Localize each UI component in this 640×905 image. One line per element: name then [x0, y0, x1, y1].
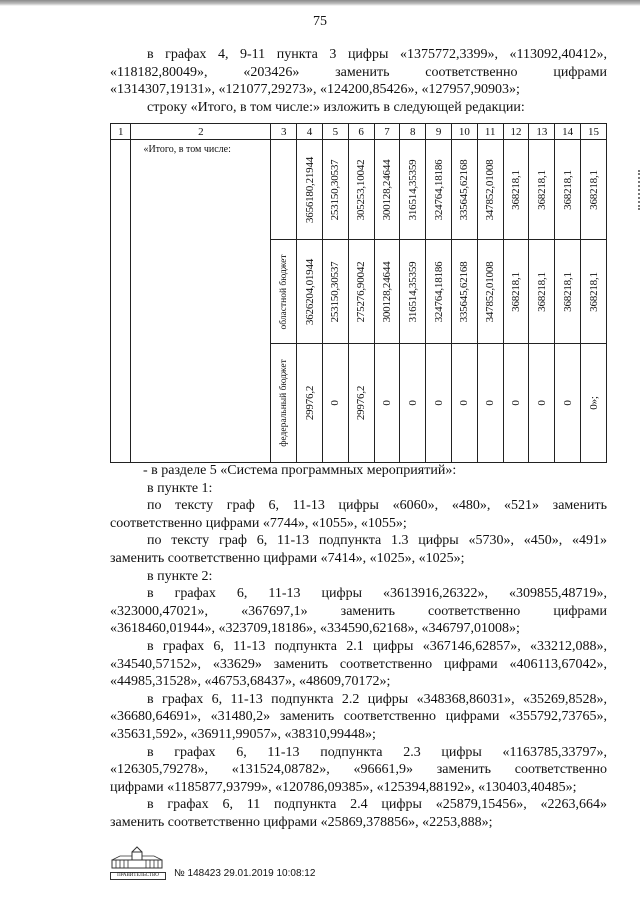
- table-cell: 253150,30537: [322, 140, 348, 240]
- table-cell: 368218,1: [555, 140, 581, 240]
- body-text: [110, 462, 607, 831]
- paragraph-line: «34540,57152», «33629» заменить соответственно цифрами «406113,67042»,: [110, 656, 607, 672]
- table-cell: 0: [477, 344, 503, 463]
- table-intro: строку «Итого, в том числе:» изложить в следующей редакции:: [147, 99, 525, 115]
- table-header-row: [111, 124, 607, 140]
- col-header: 12: [503, 124, 529, 140]
- table-cell: 0: [374, 344, 400, 463]
- col-header: 6: [348, 124, 374, 140]
- paragraph-line: соответственно цифрами «7744», «1055», «1055»;: [110, 515, 407, 531]
- paragraph-line: «36680,64691», «31480,2» заменить соответственно цифрами «355792,73765»,: [110, 709, 607, 725]
- table-cell: 0: [451, 344, 477, 463]
- paragraph-line: заменить соответственно цифрами «7414», «1025», «1025»;: [110, 550, 465, 566]
- table-cell: 275276,90042: [348, 240, 374, 344]
- paragraph-line: «323000,47021», «367697,1» заменить соответственно цифрами: [110, 603, 607, 619]
- table-cell: 0»;: [581, 344, 607, 463]
- table-cell: 324764,18186: [426, 240, 452, 344]
- col-header: 13: [529, 124, 555, 140]
- table-cell: 300128,24644: [374, 240, 400, 344]
- table-cell: 368218,1: [581, 140, 607, 240]
- table-cell: 368218,1: [581, 240, 607, 344]
- paragraph-line: по тексту граф 6, 11-13 цифры «6060», «480», «521» заменить: [147, 498, 607, 514]
- source-label-regional: областной бюджет: [278, 253, 289, 330]
- table-cell: 0: [322, 344, 348, 463]
- paragraph-line: заменить соответственно цифрами «25869,378856», «2253,888»;: [110, 814, 493, 830]
- table-cell: 0: [400, 344, 426, 463]
- table-cell: 324764,18186: [426, 140, 452, 240]
- col-header: 2: [131, 124, 271, 140]
- table-cell: 29976,2: [297, 344, 323, 463]
- paragraph-line: «3618460,01944», «323709,18186», «334590,62168», «346797,01008»;: [110, 621, 520, 637]
- intro-line-1: в графах 4, 9-11 пункта 3 цифры «1375772,3399», «113092,40412»,: [147, 47, 607, 62]
- cell-source: [271, 140, 297, 240]
- table-cell: 347852,01008: [477, 140, 503, 240]
- cell-source: [271, 240, 297, 344]
- table-cell: 368218,1: [529, 140, 555, 240]
- table-cell: 29976,2: [348, 344, 374, 463]
- source-label-federal: федеральный бюджет: [278, 359, 289, 447]
- table-cell: 368218,1: [555, 240, 581, 344]
- section-heading: - в разделе 5 «Система программных мероприятий»:: [143, 463, 457, 478]
- table-cell: 368218,1: [503, 140, 529, 240]
- col-header: 10: [451, 124, 477, 140]
- col-header: 4: [297, 124, 323, 140]
- cell-source: [271, 344, 297, 463]
- item-heading: в пункте 1:: [147, 480, 213, 496]
- row-label: «Итого, в том числе:: [143, 144, 231, 155]
- table-cell: 0: [503, 344, 529, 463]
- table-cell: 0: [426, 344, 452, 463]
- page-number: 75: [313, 14, 327, 29]
- col-header: 15: [581, 124, 607, 140]
- table-row: [111, 140, 607, 240]
- page-footer: [110, 846, 410, 886]
- paragraph-line: «35631,592», «36911,99057», «38310,99448»;: [110, 726, 376, 742]
- table-cell: 335645,62168: [451, 240, 477, 344]
- registration-number: № 148423 29.01.2019 10:08:12: [174, 868, 316, 879]
- table-cell: 316514,35359: [400, 240, 426, 344]
- table-cell: 0: [529, 344, 555, 463]
- col-header: 9: [426, 124, 452, 140]
- table-cell: 3656180,21944: [297, 140, 323, 240]
- paragraph-line: в графах 6, 11-13 подпункта 2.1 цифры «367146,62857», «33212,088»,: [147, 638, 607, 654]
- table-cell: 253150,30537: [322, 240, 348, 344]
- col-header: 11: [477, 124, 503, 140]
- table-cell: 300128,24644: [374, 140, 400, 240]
- intro-line-3: «1314307,19131», «121077,29273», «124200,85426», «127957,90903»;: [110, 82, 520, 98]
- col-header: 14: [555, 124, 581, 140]
- scan-marks: [632, 170, 640, 210]
- paragraph-line: цифрами «1185877,93799», «120786,09385», «125394,88192», «130403,40485»;: [110, 779, 577, 795]
- table-cell: 3626204,01944: [297, 240, 323, 344]
- paragraph-line: по тексту граф 6, 11-13 подпункта 1.3 цифры «5730», «450», «491»: [147, 533, 607, 549]
- col-header: 3: [271, 124, 297, 140]
- stamp-label: ПРАВИТЕЛЬСТВО: [110, 872, 166, 880]
- table-cell: 368218,1: [529, 240, 555, 344]
- intro-line-2: «118182,80049», «203426» заменить соответственно цифрами: [110, 64, 607, 80]
- col-header: 1: [111, 124, 131, 140]
- paragraph-line: в графах 6, 11-13 цифры «3613916,26322», «309855,48719»,: [147, 586, 607, 602]
- paragraph-line: «126305,79278», «131524,08782», «96661,9» заменить соответственно: [110, 762, 607, 778]
- paragraph-line: «44985,31528», «46753,68437», «48609,70172»;: [110, 674, 391, 690]
- paragraph-line: в графах 6, 11-13 подпункта 2.2 цифры «348368,86031», «35269,8528»,: [147, 691, 607, 707]
- table-cell: 368218,1: [503, 240, 529, 344]
- col-header: 7: [374, 124, 400, 140]
- table-cell: 316514,35359: [400, 140, 426, 240]
- scan-edge: [0, 0, 640, 6]
- table-cell: 335645,62168: [451, 140, 477, 240]
- table-cell: 347852,01008: [477, 240, 503, 344]
- paragraph-line: в графах 6, 11-13 подпункта 2.3 цифры «1163785,33797»,: [147, 744, 607, 760]
- table-cell: 305253,10042: [348, 140, 374, 240]
- paragraph-line: в графах 6, 11 подпункта 2.4 цифры «25879,15456», «2263,664»: [147, 797, 607, 813]
- item-heading: в пункте 2:: [147, 568, 213, 584]
- col-header: 5: [322, 124, 348, 140]
- building-stamp-icon: [110, 846, 164, 870]
- intro-paragraph: [110, 46, 607, 116]
- cell-col1: [111, 140, 131, 463]
- table-cell: 0: [555, 344, 581, 463]
- cell-row-label: [131, 140, 271, 463]
- col-header: 8: [400, 124, 426, 140]
- revision-table: [110, 123, 607, 463]
